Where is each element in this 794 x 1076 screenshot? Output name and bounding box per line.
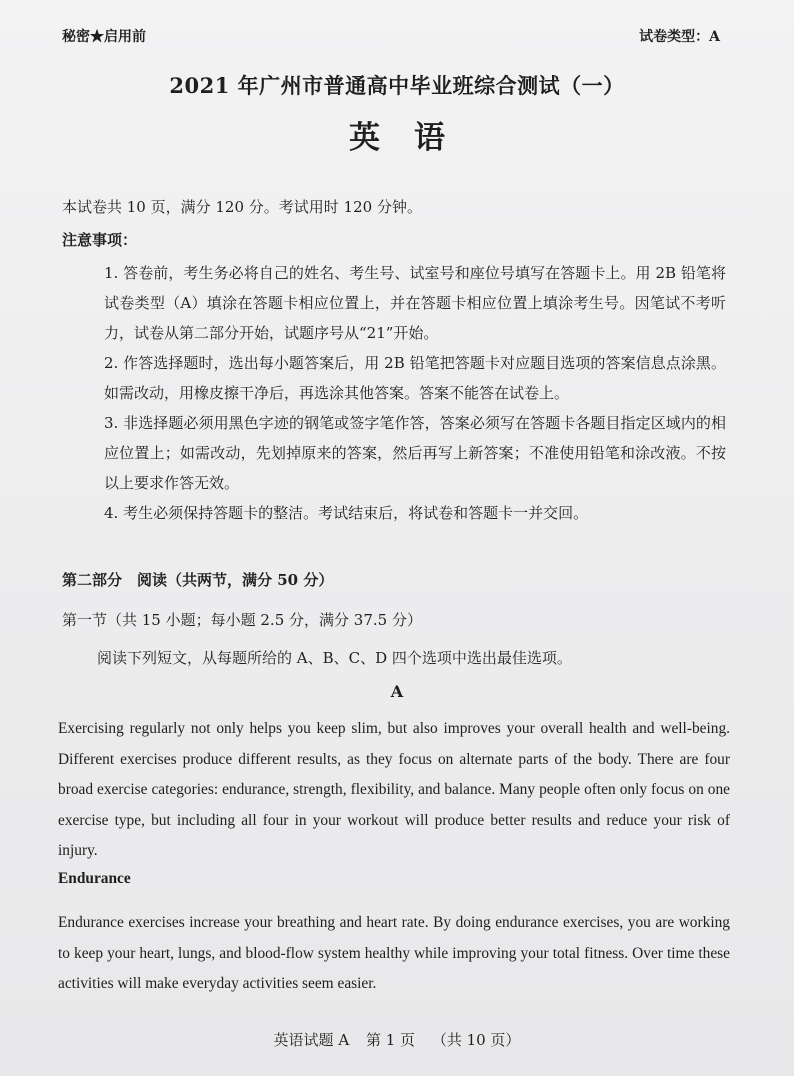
- page-footer: [0, 1029, 794, 1050]
- footer-total-pages: （共 10 页）: [431, 1031, 521, 1049]
- reading-instruction: 阅读下列短文，从每题所给的 A、B、C、D 四个选项中选出最佳选项。: [97, 649, 572, 667]
- footer-subject: 英语试题 A: [273, 1031, 350, 1049]
- passage-label: A: [390, 682, 404, 701]
- passage-paragraph: Endurance exercises increase your breathing and heart rate. By doing endurance exercises, you are working to keep your heart, lungs, and blood-flow system healthy while improving your total fitness. Over time these activities will make everyday activities seem easier.: [58, 914, 730, 992]
- note-item: 2. 作答选择题时，选出每小题答案后，用 2B 铅笔把答题卡对应题目选项的答案信息点涂黑。如需改动，用橡皮擦干净后，再选涂其他答案。答案不能答在试卷上。: [104, 354, 726, 402]
- paper-type-label: 试卷类型：A: [639, 29, 720, 45]
- subject-title: 英语: [349, 120, 479, 156]
- note-item: 1. 答卷前，考生务必将自己的姓名、考生号、试室号和座位号填写在答题卡上。用 2B 铅笔将试卷类型（A）填涂在答题卡相应位置上，并在答题卡相应位置上填涂考生号。因笔试不考听力，试卷从第二部分开始，试题序号从“21”开始。: [104, 264, 726, 342]
- notes-list: [104, 258, 726, 528]
- exam-intro: 本试卷共 10 页，满分 120 分。考试用时 120 分钟。: [62, 198, 422, 216]
- note-item: 4. 考生必须保持答题卡的整洁。考试结束后，将试卷和答题卡一并交回。: [104, 504, 589, 522]
- passage-paragraph: Exercising regularly not only helps you keep slim, but also improves your overall health and well-being. Different exercises produce different results, as they focus on alternate parts of the body. There are four broad exercise categories: endurance, strength, flexibility, and balance. Many people often only focus on one exercise type, but including all four in your workout will produce better results and reduce your risk of injury.: [58, 720, 730, 859]
- exam-title: 2021 年广州市普通高中毕业班综合测试（一）: [169, 73, 625, 98]
- confidential-label: 秘密★启用前: [62, 29, 146, 45]
- footer-page-number: 第 1 页: [365, 1031, 416, 1049]
- section-heading: 第一节（共 15 小题；每小题 2.5 分，满分 37.5 分）: [62, 611, 422, 629]
- passage-subheading: Endurance: [58, 870, 131, 887]
- note-item: 3. 非选择题必须用黑色字迹的钢笔或签字笔作答，答案必须写在答题卡各题目指定区域内的相应位置上；如需改动，先划掉原来的答案，然后再写上新答案；不准使用铅笔和涂改液。不按以上要求作答无效。: [104, 414, 726, 492]
- part-heading: 第二部分 阅读（共两节，满分 50 分）: [62, 571, 334, 589]
- notes-heading: 注意事项：: [62, 231, 138, 249]
